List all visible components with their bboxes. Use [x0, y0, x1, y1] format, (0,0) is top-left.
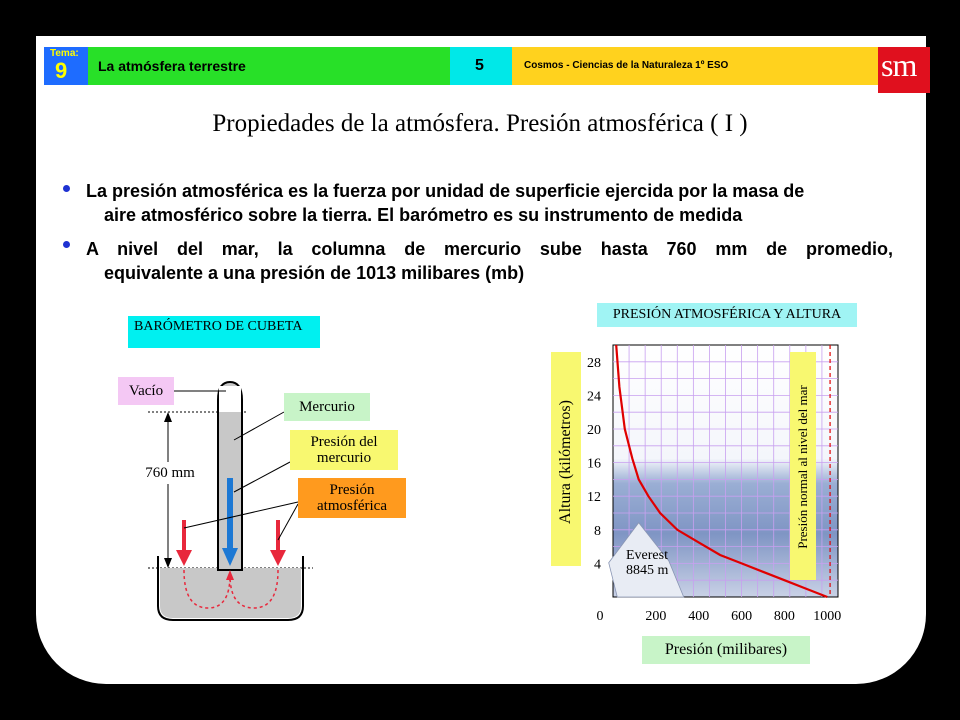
- label-presion-atmosferica-line-1: Presión: [329, 482, 375, 498]
- label-presion-atmosferica-line-2: atmosférica: [317, 498, 387, 514]
- x-tick-label: 800: [773, 609, 795, 624]
- y-tick-label: 28: [587, 355, 601, 371]
- header-book: Cosmos - Ciencias de la Naturaleza 1º ESO: [524, 60, 729, 71]
- header-tema-label: Tema:: [50, 48, 79, 59]
- x-tick-label: 1000: [813, 609, 842, 624]
- x-tick-label: 200: [645, 609, 667, 624]
- label-vacio: Vacío: [118, 377, 174, 405]
- bullet-dot: [63, 241, 70, 248]
- header-page-number: 5: [475, 57, 484, 74]
- chart-title: PRESIÓN ATMOSFÉRICA Y ALTURA: [597, 303, 857, 327]
- y-tick-label: 24: [587, 389, 601, 405]
- y-tick-label: 20: [587, 423, 601, 438]
- everest-label: [626, 548, 668, 578]
- label-760-mm: 760 mm: [132, 462, 208, 484]
- header-tema-number: 9: [55, 58, 68, 83]
- y-tick-label: 4: [594, 557, 601, 573]
- y-tick-label: 16: [587, 456, 601, 472]
- label-presion-mercurio-line-2: mercurio: [316, 450, 372, 466]
- everest-label-line-1: Everest: [626, 548, 668, 563]
- x-tick-label: 400: [688, 609, 710, 624]
- barometer-title: BARÓMETRO DE CUBETA: [128, 316, 320, 348]
- label-presion-atmosferica: [298, 478, 406, 518]
- label-mercurio: Mercurio: [284, 393, 370, 421]
- x-tick-label: 600: [731, 609, 753, 624]
- bullet-2-line-2: equivalente a una presión de 1013 milibares (mb): [104, 263, 525, 283]
- reference-label: Presión normal al nivel del mar: [795, 385, 810, 549]
- y-tick-label: 8: [594, 523, 601, 539]
- header-logo: sm: [881, 47, 917, 83]
- header-topic: La atmósfera terrestre: [98, 58, 246, 74]
- x-tick-label: 0: [596, 609, 604, 624]
- label-presion-mercurio: [290, 430, 398, 470]
- bullet-1-line-1: La presión atmosférica es la fuerza por unidad de superficie ejercida por la masa de: [86, 181, 805, 201]
- y-axis-label: Altura (kilómetros): [557, 400, 574, 524]
- everest-label-line-2: 8845 m: [626, 563, 669, 578]
- bullet-2-line-1: A nivel del mar, la columna de mercurio sube hasta 760 mm de promedio,: [86, 239, 893, 259]
- bullet-1-line-2: aire atmosférico sobre la tierra. El barómetro es su instrumento de medida: [104, 205, 743, 225]
- page-title: Propiedades de la atmósfera. Presión atmosférica ( I ): [212, 110, 748, 137]
- label-presion-mercurio-line-1: Presión del: [310, 434, 378, 450]
- bullet-dot: [63, 185, 70, 192]
- x-axis-label: Presión (milibares): [642, 636, 810, 664]
- y-tick-label: 12: [587, 490, 601, 506]
